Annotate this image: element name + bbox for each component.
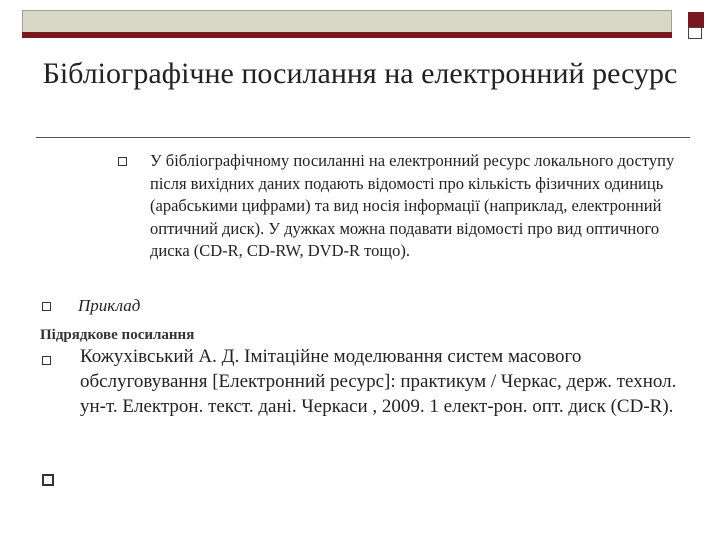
slide-title: Бібліографічне посилання на електронний ресурс: [42, 57, 678, 90]
sub-label: Підрядкове посилання: [40, 327, 195, 343]
example-label: Приклад: [78, 296, 141, 315]
corner-square-outline: [688, 27, 702, 39]
corner-square-filled: [688, 12, 704, 28]
title-divider: [36, 137, 690, 138]
empty-square-bullet-icon: [42, 474, 54, 486]
header-accent-stripe: [22, 32, 672, 38]
body-paragraph: У бібліографічному посиланні на електронний ресурс локального доступу після вихідних даних подають відомості про кількість фізичних одиниць (арабськими цифрами) та вид носія інформації (наприклад, електронний оптичний диск). У дужках можна подавати відомості про вид оптичного диска (CD-R, CD-RW, DVD-R тощо).: [150, 151, 675, 260]
reference-entry: Кожухівський А. Д. Імітаційне моделювання систем масового обслуговування [Електронний ресурс]: практикум / Черкас, держ. технол. ун-т. Електрон. текст. дані. Черкаси , 2009. 1 елект-рон. опт. диск (CD-R).: [80, 346, 677, 417]
square-bullet-icon: [118, 157, 127, 166]
square-bullet-icon: [42, 302, 51, 311]
square-bullet-icon: [42, 356, 51, 365]
